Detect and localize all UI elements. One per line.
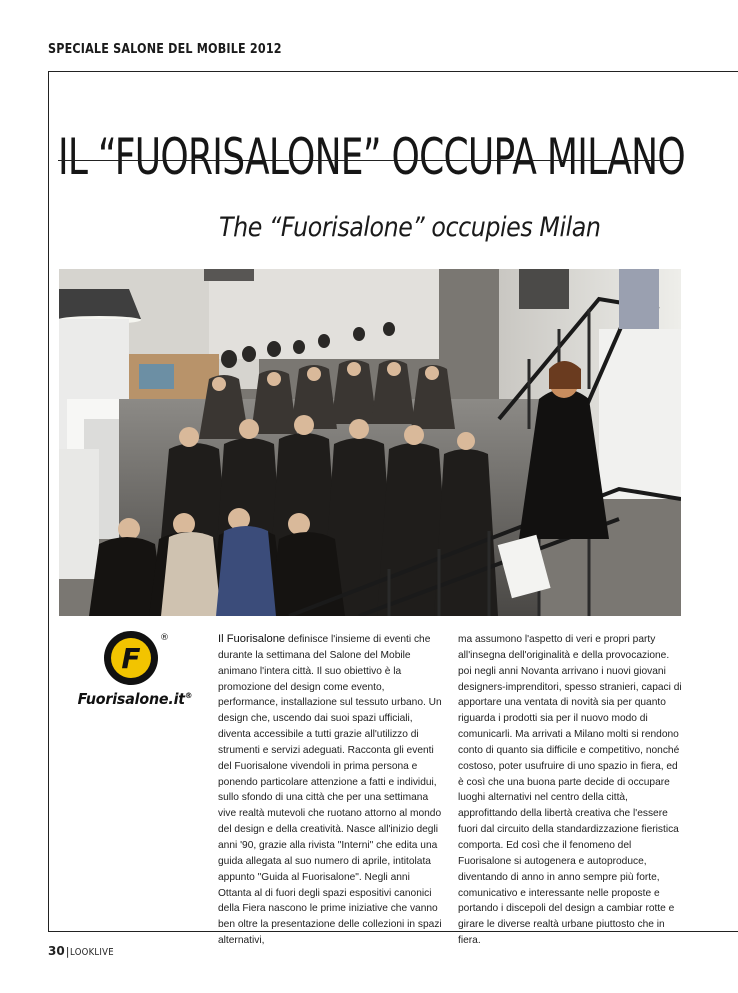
fuorisalone-logo: [59, 628, 209, 718]
headline-text: IL “FUORISALONE” OCCUPA MILANO: [58, 128, 686, 186]
lead-word: Il Fuorisalone: [218, 633, 286, 645]
column-1-text: definisce l'insieme di eventi che durante la settimana del Salone del Mobile animano l'intera città. Il suo obiettivo è la promozione del design come evento, performance, installazione sul tessuto urbano. Un design che, uscendo dai suoi spazi ufficiali, diventa accessibile a tutti grazie all'utilizzo di strumenti e servizi adeguati. Racconta gli eventi del Fuorisalone vivendoli in prima persona e ponendo particolare attenzione a fatti e individui, sullo sfondo di una città che per una settimana vive realtà mutevoli che ruotano attorno al mondo del design e della creatività. Nasce all'inizio degli anni '90, grazie alla rivista "Interni" che edita una guida allegata al suo numero di aprile, intitolata appunto "Guida al Fuorisalone". Negli anni Ottanta al di fuori degli spazi espositivi canonici della Fiera nascono le prime iniziative che vanno ben oltre la presentazione delle collezioni in spazi alternativi,: [218, 634, 442, 947]
emblem-registered-mark: ®: [160, 633, 169, 643]
column-2-text: ma assumono l'aspetto di veri e propri party all'insegna dell'originalità e della provocazione. poi negli anni Novanta arrivano i nuovi giovani designers-imprenditori, spesso stranieri, capaci di apportare una ventata di novità sia per quanto riguarda i prodotti sia per il nuovo modo di comunicarli. Ma arrivati a Milano molti si rendono conto di quanto sia difficile e competitivo, nonché costoso, poter usufruire di uno spazio in fiera, ed è così che una buona parte decide di occupare luoghi alternativi nel centro della città, approfittando della libertà creativa che l'essere fuori dal circuito della standardizzazione fieristica comporta. Ed così che il fenomeno del Fuorisalone si autogenera e autoproduce, diventando di anno in anno sempre più forte, comunicativo e interessante nelle proposte e portando i discepoli del design a cambiar rotte e girare le diverse realtà urbane piuttosto che in fiera.: [458, 634, 682, 947]
page-footer: [48, 944, 122, 958]
frame-left-rule: [48, 71, 49, 931]
magazine-name: LOOKLIVE: [70, 947, 115, 958]
headline-strike-rule: [58, 160, 680, 161]
logo-wordmark-text: Fuorisalone.it: [77, 690, 185, 708]
headline: [58, 126, 698, 192]
page-number: 30: [48, 944, 65, 958]
logo-wordmark-registered: ®: [184, 691, 193, 700]
section-header: SPECIALE SALONE DEL MOBILE 2012: [48, 42, 282, 57]
article-column-1: [218, 632, 444, 949]
fuorisalone-emblem-icon: [59, 628, 211, 692]
frame-top-rule: [48, 71, 738, 72]
article-paragraph-1: [218, 632, 444, 949]
footer-separator: |: [65, 945, 70, 958]
article-column-2: [458, 632, 684, 949]
emblem-letter: F: [121, 642, 141, 675]
subtitle: The “Fuorisalone” occupies Milan: [219, 212, 601, 243]
logo-wordmark: [63, 690, 207, 708]
crowd-photo: [59, 269, 681, 616]
